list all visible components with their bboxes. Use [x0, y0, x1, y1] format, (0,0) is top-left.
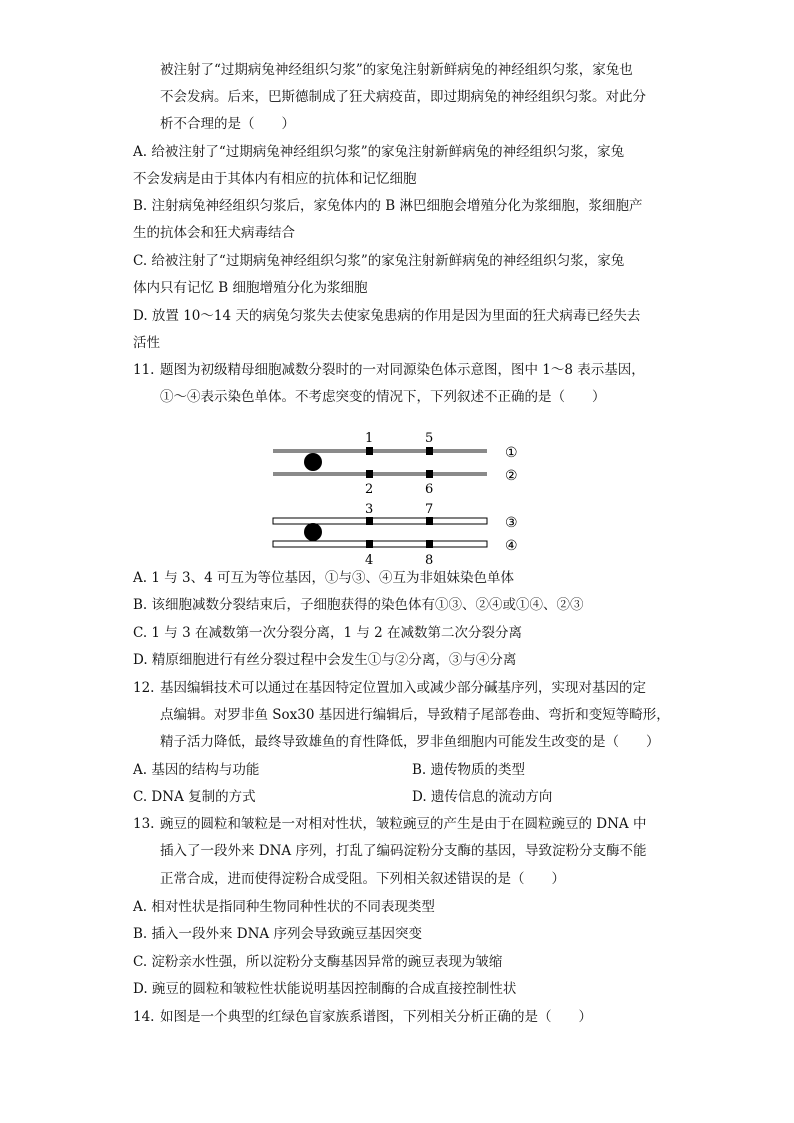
q12-stem-line-2: 点编辑。对罗非鱼 Sox30 基因进行编辑后，导致精子尾部卷曲、弯折和变短等畸形，	[160, 707, 670, 723]
gene-label-1: 1	[365, 431, 374, 446]
q14-stem-line-1: 如图是一个典型的红绿色盲家族系谱图，下列相关分析正确的是（ ）	[160, 1009, 592, 1025]
q13-stem-line-3: 正常合成，进而使得淀粉合成受阻。下列相关叙述错误的是（ ）	[160, 871, 565, 887]
q10-option-b-line-2: 生的抗体会和狂犬病毒结合	[133, 225, 295, 241]
q10-option-c-line-2: 体内只有记忆 B 细胞增殖分化为浆细胞	[133, 280, 368, 296]
gene-label-7: 7	[425, 502, 434, 517]
chromatid-1	[273, 449, 487, 453]
q10-option-d-line-1: D. 放置 10～14 天的病兔匀浆失去使家兔患病的作用是因为里面的狂犬病毒已经失去	[133, 308, 641, 324]
q11-option-d: D. 精原细胞进行有丝分裂过程中会发生①与②分离，③与④分离	[133, 652, 517, 668]
gene-marker-7	[426, 517, 433, 525]
gene-marker-8	[426, 540, 433, 548]
q13-stem-line-1: 豌豆的圆粒和皱粒是一对相对性状，皱粒豌豆的产生是由于在圆粒豌豆的 DNA 中	[160, 816, 647, 832]
q10-option-b-line-1: B. 注射病兔神经组织匀浆后，家兔体内的 B 淋巴细胞会增殖分化为浆细胞，浆细胞产	[133, 198, 643, 214]
chromatid-label-3: ③	[505, 515, 518, 531]
gene-label-2: 2	[365, 482, 374, 497]
homologous-chromosome-figure	[265, 425, 535, 570]
q11-option-c: C. 1 与 3 在减数第一次分裂分离，1 与 2 在减数第二次分裂分离	[133, 625, 523, 641]
gene-label-4: 4	[365, 553, 374, 568]
q14-number: 14.	[133, 1009, 155, 1025]
q12-option-b: B. 遗传物质的类型	[412, 762, 526, 778]
gene-marker-1	[366, 447, 373, 455]
q12-stem-line-1: 基因编辑技术可以通过在基因特定位置加入或减少部分碱基序列，实现对基因的定	[160, 680, 646, 696]
q13-option-d: D. 豌豆的圆粒和皱粒性状能说明基因控制酶的合成直接控制性状	[133, 981, 517, 997]
gene-label-8: 8	[425, 553, 434, 568]
q10-option-a-line-1: A. 给被注射了“过期病兔神经组织匀浆”的家兔注射新鲜病兔的神经组织匀浆，家兔	[133, 144, 625, 160]
q13-stem-line-2: 插入了一段外来 DNA 序列，打乱了编码淀粉分支酶的基因，导致淀粉分支酶不能	[160, 843, 647, 859]
q11-stem-line-2: ①～④表示染色单体。不考虑突变的情况下，下列叙述不正确的是（ ）	[160, 389, 606, 405]
intro-line-3: 析不合理的是（ ）	[160, 116, 295, 132]
gene-label-6: 6	[425, 482, 434, 497]
chromatid-4	[273, 541, 487, 547]
intro-line-2: 不会发病。后来，巴斯德制成了狂犬病疫苗，即过期病兔的神经组织匀浆。对此分	[160, 89, 646, 105]
chromatid-2	[273, 472, 487, 476]
q12-number: 12.	[133, 680, 155, 696]
q11-option-a: A. 1 与 3、4 可互为等位基因，①与③、④互为非姐妹染色单体	[133, 570, 514, 586]
gene-label-5: 5	[425, 431, 434, 446]
q10-option-c-line-1: C. 给被注射了“过期病兔神经组织匀浆”的家兔注射新鲜病兔的神经组织匀浆，家兔	[133, 253, 625, 269]
q13-option-a: A. 相对性状是指同种生物同种性状的不同表现类型	[133, 899, 435, 915]
chromatid-label-1: ①	[505, 445, 518, 461]
intro-line-1: 被注射了“过期病兔神经组织匀浆”的家兔注射新鲜病兔的神经组织匀浆，家兔也	[160, 62, 633, 78]
q11-stem-line-1: 题图为初级精母细胞减数分裂时的一对同源染色体示意图，图中 1～8 表示基因，	[160, 362, 645, 378]
chromatid-label-2: ②	[505, 468, 518, 484]
q13-option-b: B. 插入一段外来 DNA 序列会导致豌豆基因突变	[133, 926, 422, 942]
gene-marker-4	[366, 540, 373, 548]
q13-option-c: C. 淀粉亲水性强，所以淀粉分支酶基因异常的豌豆表现为皱缩	[133, 954, 503, 970]
q13-number: 13.	[133, 816, 155, 832]
q11-number: 11.	[133, 362, 155, 378]
q11-option-b: B. 该细胞减数分裂结束后，子细胞获得的染色体有①③、②④或①④、②③	[133, 597, 584, 613]
q12-option-d: D. 遗传信息的流动方向	[412, 789, 553, 805]
gene-marker-2	[366, 470, 373, 478]
chromatid-3	[273, 518, 487, 524]
centromere-lower	[304, 523, 322, 541]
q10-option-d-line-2: 活性	[133, 335, 160, 351]
q12-option-c: C. DNA 复制的方式	[133, 789, 256, 805]
q12-stem-line-3: 精子活力降低，最终导致雄鱼的育性降低，罗非鱼细胞内可能发生改变的是（ ）	[160, 734, 660, 750]
gene-marker-3	[366, 517, 373, 525]
gene-label-3: 3	[365, 502, 374, 517]
gene-marker-5	[426, 447, 433, 455]
chromatid-label-4: ④	[505, 538, 518, 554]
gene-marker-6	[426, 470, 433, 478]
centromere-upper	[304, 453, 322, 471]
q12-option-a: A. 基因的结构与功能	[133, 762, 260, 778]
q10-option-a-line-2: 不会发病是由于其体内有相应的抗体和记忆细胞	[133, 171, 417, 187]
